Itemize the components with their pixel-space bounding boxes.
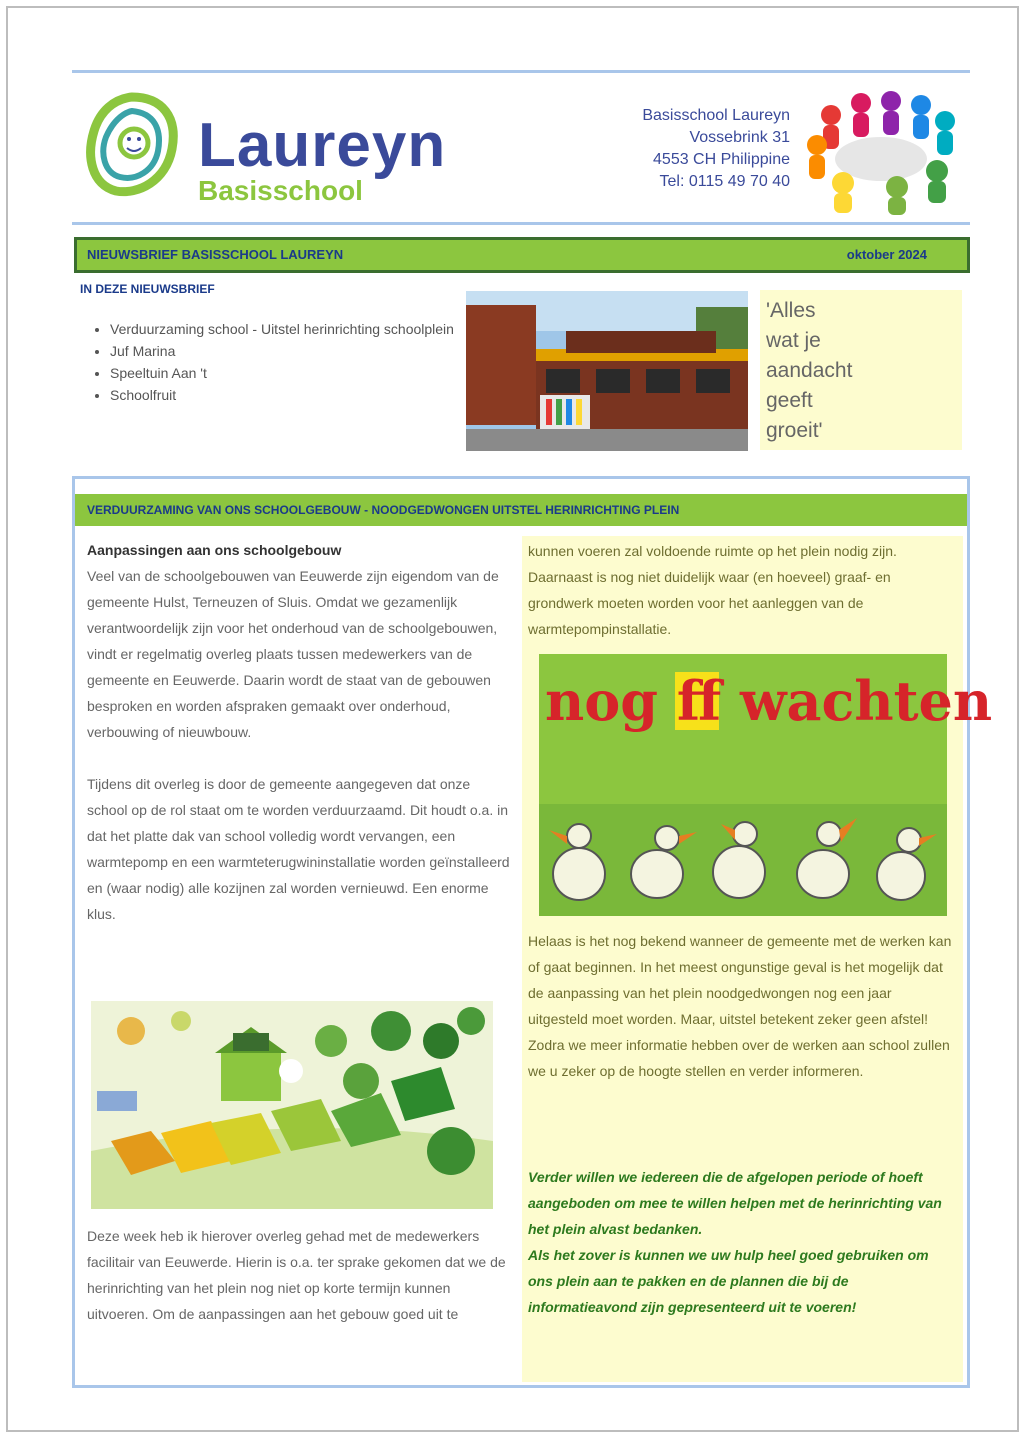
toc-item[interactable]: • Verduurzaming school - Uitstel herinrichting schoolplein <box>110 318 460 340</box>
address-line: Vossebrink 31 <box>689 129 790 146</box>
school-logo <box>82 91 182 201</box>
brand-name: Laureyn <box>198 111 447 180</box>
article-right-column <box>522 536 993 1382</box>
article-paragraph: Helaas is het nog bekend wanneer de gemeente met de werken kan of gaat beginnen. In het meest ongunstige geval is het mogelijk dat de aanpassing van het plein noodgedwongen nog een jaar uitgesteld moet worden. Maar, uitstel betekent zeker geen afstel! Zodra we meer informatie hebben over de werken aan school zullen we u zeker op de hoogte stellen en verder informeren. <box>528 933 952 1079</box>
table-of-contents <box>80 282 460 406</box>
toc-item[interactable]: • Speeltuin Aan 't <box>110 362 460 384</box>
address-line: Basisschool Laureyn <box>642 107 790 124</box>
article-paragraph: Deze week heb ik hierover overleg gehad met de medewerkers facilitair van Eeuwerde. Hierin is o.a. ter sprake gekomen dat we de herinrichting van het plein nog niet op korte termijn kunnen uitvoeren. Om de aanpassingen aan het gebouw goed uit te <box>87 1228 506 1322</box>
newsletter-page <box>6 6 1019 1432</box>
toc-item[interactable]: • Juf Marina <box>110 340 460 362</box>
brand-subtitle: Basisschool <box>198 175 363 206</box>
school-address <box>642 105 790 193</box>
article-paragraph: Tijdens dit overleg is door de gemeente aangegeven dat onze school op de rol staat om te worden verduurzaamd. Dit houdt o.a. in dat het platte dak van school volledig wordt vervangen, een warmtepomp en een warmteterugwininstallatie worden geïnstalleerd en (waar nodig) alle kozijnen zal worden vernieuwd. Een enorme klus. <box>87 776 510 922</box>
ff-word-highlight: ff <box>676 669 722 733</box>
people-circle-image <box>799 87 964 215</box>
article-heading-bar <box>75 494 967 526</box>
ff-heading <box>545 669 993 733</box>
address-line: Tel: 0115 49 70 40 <box>659 173 790 190</box>
newsletter-header <box>72 70 970 225</box>
banner-date: oktober 2024 <box>846 247 927 262</box>
newsletter-banner <box>74 237 970 273</box>
address-line: 4553 CH Philippine <box>653 151 790 168</box>
toc-list <box>80 318 460 406</box>
article-paragraph: Veel van de schoolgebouwen van Eeuwerde zijn eigendom van de gemeente Hulst, Terneuzen of Sluis. Omdat we gezamenlijk verantwoordelijk zijn voor het onderhoud van de schoolgebouwen, vindt er regelmatig overleg plaats tussen medewerkers van de gemeente en Eeuwerde. Daarin wordt de staat van de gebouwen besproken en worden afspraken gemaakt over onderhoud, verbouwing of nieuwbouw. <box>87 568 499 740</box>
article-paragraph: kunnen voeren zal voldoende ruimte op het plein nodig zijn. Daarnaast is nog niet duidelijk waar (en hoeveel) graaf- en grondwerk moeten worden voor het aanleggen van de warmtepompinstallatie. <box>528 543 897 637</box>
article-subheading: Aanpassingen aan ons schoolgebouw <box>87 542 342 558</box>
quote-box: 'Alles wat je aandacht geeft groeit' <box>760 290 962 450</box>
ff-word: nog <box>545 669 659 733</box>
energy-label-town-illustration <box>91 1001 493 1209</box>
thank-you-paragraph: Verder willen we iedereen die de afgelopen periode of hoeft aangeboden om mee te willen helpen met de herinrichting van het plein alvast bedanken. Als het zover is kunnen we uw hulp heel goed gebruiken om ons plein aan te pakken en de plannen die bij de informatieavond zijn gepresenteerd uit te voeren! <box>528 1169 942 1315</box>
article-heading: VERDUURZAMING VAN ONS SCHOOLGEBOUW - NOODGEDWONGEN UITSTEL HERINRICHTING PLEIN <box>87 503 680 517</box>
article-box <box>72 476 993 1388</box>
banner-title: NIEUWSBRIEF BASISSCHOOL LAUREYN <box>87 247 344 262</box>
toc-title: IN DEZE NIEUWSBRIEF <box>80 282 215 296</box>
article-left-column <box>87 537 513 927</box>
school-building-photo <box>466 291 748 451</box>
ff-word: wachten <box>740 669 993 733</box>
nog-ff-wachten-illustration <box>539 654 993 916</box>
toc-item[interactable]: • Schoolfruit <box>110 384 460 406</box>
